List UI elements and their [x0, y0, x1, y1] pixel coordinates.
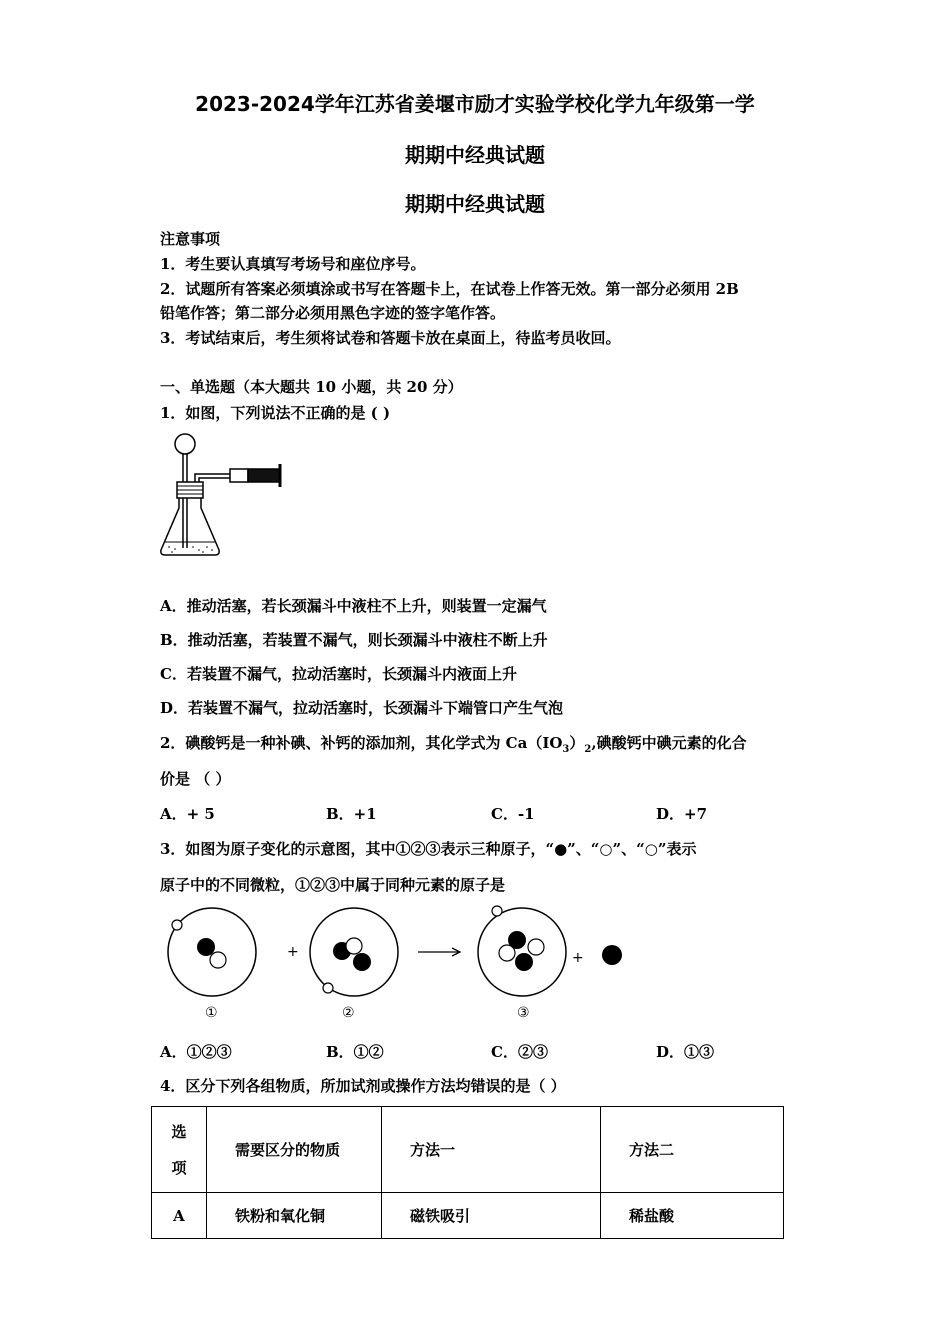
- atom-3: [478, 906, 566, 996]
- q3-option-a: A．①②③: [160, 1043, 232, 1061]
- page-title: 2023-2024学年江苏省姜堰市励才实验学校化学九年级第一学: [195, 92, 755, 116]
- notes-item-1: 1．考生要认真填写考场号和座位序号。: [160, 255, 426, 273]
- section-heading: 一、单选题（本大题共 10 小题，共 20 分）: [160, 378, 463, 396]
- atom-1: [168, 908, 256, 996]
- table-row: [152, 1193, 784, 1239]
- q3-stem: 3．如图为原子变化的示意图，其中①②③表示三种原子，“●”、“○”、“○”表示: [160, 840, 697, 858]
- header-method-2: 方法二: [601, 1107, 784, 1193]
- atom-2: [310, 908, 398, 996]
- atom-label-2: ②: [342, 1005, 355, 1021]
- atom-label-1: ①: [205, 1005, 218, 1021]
- row-option: A: [152, 1193, 207, 1239]
- page-subtitle: 期期中经典试题: [405, 192, 545, 216]
- q2-stem: 2．碘酸钙是一种补碘、补钙的添加剂，其化学式为 $Ca(IO_3)_2$,碘酸钙中碘元素的化合: [160, 734, 747, 755]
- header-substances: 需要区分的物质: [207, 1107, 382, 1193]
- q2-option-b: B．+1: [326, 805, 377, 823]
- atom-diagram: [160, 900, 640, 1025]
- notes-item-2-cont: 铅笔作答；第二部分必须用黑色字迹的签字笔作答。: [160, 304, 506, 322]
- q1-option-d: D．若装置不漏气，拉动活塞时，长颈漏斗下端管口产生气泡: [160, 699, 564, 717]
- q2-option-c: C．-1: [491, 805, 535, 823]
- plus-sign-2: +: [572, 950, 584, 966]
- page-title-line2: 期期中经典试题: [405, 143, 545, 167]
- q4-stem: 4．区分下列各组物质，所加试剂或操作方法均错误的是（ ）: [160, 1077, 566, 1095]
- q3-option-b: B．①②: [326, 1043, 384, 1061]
- q1-option-a: A．推动活塞，若长颈漏斗中液柱不上升，则装置一定漏气: [160, 597, 547, 615]
- row-method-2: 稀盐酸: [601, 1193, 784, 1239]
- q1-option-c: C．若装置不漏气，拉动活塞时，长颈漏斗内液面上升: [160, 665, 517, 683]
- reaction-arrow: [418, 948, 460, 956]
- row-substances: 铁粉和氧化铜: [207, 1193, 382, 1239]
- notes-item-2: 2．试题所有答案必须填涂或书写在答题卡上，在试卷上作答无效。第一部分必须用 2B: [160, 280, 739, 298]
- q2-option-d: D．+7: [656, 805, 708, 823]
- plus-sign-1: +: [287, 944, 299, 960]
- atom-label-3: ③: [517, 1005, 530, 1021]
- header-method-1: 方法一: [382, 1107, 601, 1193]
- q1-option-b: B．推动活塞，若装置不漏气，则长颈漏斗中液柱不断上升: [160, 631, 548, 649]
- header-option: 选 项: [152, 1107, 207, 1193]
- q3-stem-line2: 原子中的不同微粒，①②③中属于同种元素的原子是: [160, 876, 506, 894]
- q2-option-a: A．+ 5: [160, 805, 215, 823]
- notes-heading: 注意事项: [160, 230, 221, 248]
- q3-option-d: D．①③: [656, 1043, 715, 1061]
- q3-option-c: C．②③: [491, 1043, 548, 1061]
- q1-stem: 1．如图，下列说法不正确的是 ( ): [160, 404, 391, 422]
- apparatus-figure: [155, 428, 295, 562]
- row-method-1: 磁铁吸引: [382, 1193, 601, 1239]
- q2-stem-line2: 价是 （ ）: [160, 770, 231, 788]
- free-particle: [602, 945, 622, 965]
- table-header-row: [152, 1107, 784, 1193]
- q4-table: [151, 1106, 784, 1239]
- notes-item-3: 3．考试结束后，考生须将试卷和答题卡放在桌面上，待监考员收回。: [160, 329, 621, 347]
